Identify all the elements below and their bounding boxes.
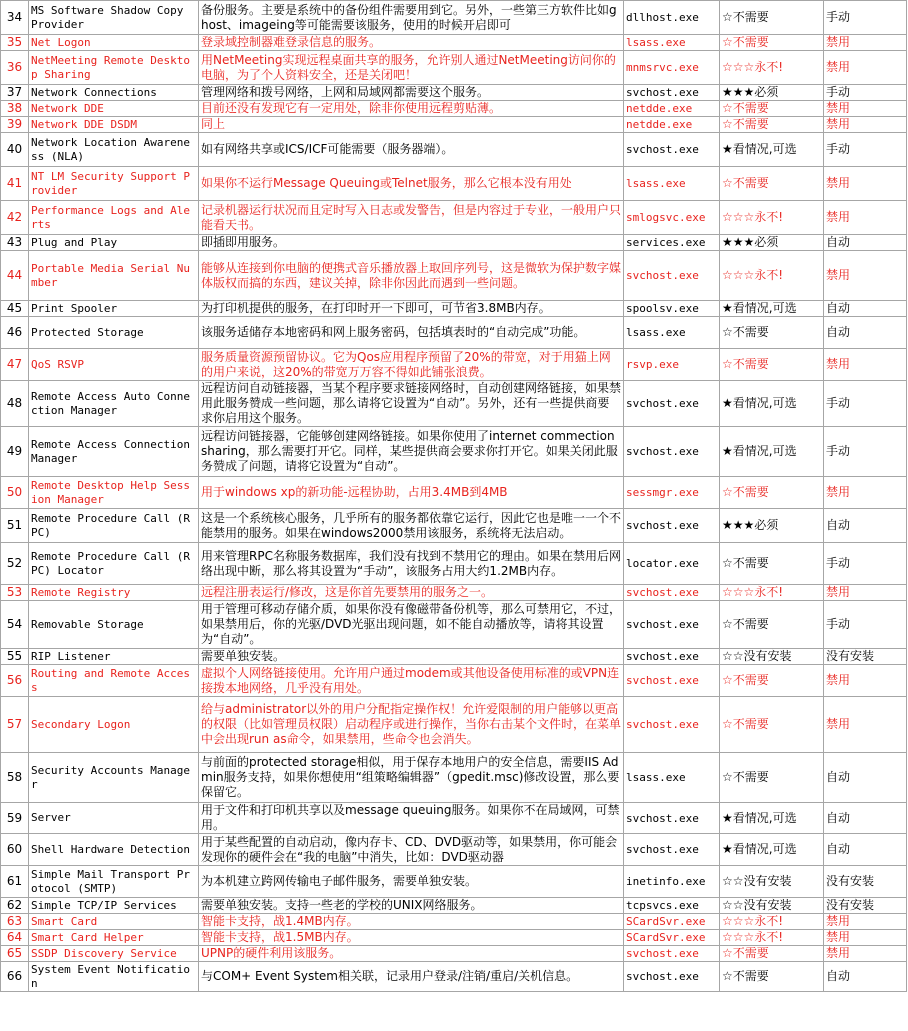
startup-mode: 自动 xyxy=(824,753,907,803)
row-number: 56 xyxy=(1,665,29,697)
startup-mode: 自动 xyxy=(824,803,907,834)
row-number: 46 xyxy=(1,317,29,349)
service-rating: ☆不需要 xyxy=(720,35,824,51)
startup-mode: 没有安装 xyxy=(824,898,907,914)
table-row xyxy=(1,381,907,427)
table-row xyxy=(1,477,907,509)
row-number: 59 xyxy=(1,803,29,834)
table-row xyxy=(1,101,907,117)
startup-mode: 手动 xyxy=(824,85,907,101)
row-number: 49 xyxy=(1,427,29,477)
service-name: Remote Access Connection Manager xyxy=(29,427,199,477)
table-row xyxy=(1,1,907,35)
service-executable: rsvp.exe xyxy=(624,349,720,381)
startup-mode: 禁用 xyxy=(824,930,907,946)
service-description: 为打印机提供的服务，在打印时开一下即可，可节省3.8MB内存。 xyxy=(199,301,624,317)
row-number: 41 xyxy=(1,167,29,201)
row-number: 57 xyxy=(1,697,29,753)
service-rating: ★看情况,可选 xyxy=(720,803,824,834)
service-rating: ☆☆☆永不! xyxy=(720,251,824,301)
service-name: Performance Logs and Alerts xyxy=(29,201,199,235)
row-number: 52 xyxy=(1,543,29,585)
service-description: 用来管理RPC名称服务数据库，我们没有找到不禁用它的理由。如果在禁用后网络出现中断，那么将其设置为“手动”，该服务占用大约1.2MB内存。 xyxy=(199,543,624,585)
service-description: 即插即用服务。 xyxy=(199,235,624,251)
table-row xyxy=(1,601,907,649)
service-executable: svchost.exe xyxy=(624,697,720,753)
service-executable: locator.exe xyxy=(624,543,720,585)
table-row xyxy=(1,349,907,381)
service-name: Simple Mail Transport Protocol (SMTP) xyxy=(29,866,199,898)
startup-mode: 手动 xyxy=(824,543,907,585)
startup-mode: 禁用 xyxy=(824,35,907,51)
service-executable: svchost.exe xyxy=(624,251,720,301)
service-description: UPNP的硬件利用该服务。 xyxy=(199,946,624,962)
table-row xyxy=(1,85,907,101)
row-number: 38 xyxy=(1,101,29,117)
row-number: 62 xyxy=(1,898,29,914)
row-number: 55 xyxy=(1,649,29,665)
service-name: Net Logon xyxy=(29,35,199,51)
table-row xyxy=(1,665,907,697)
startup-mode: 自动 xyxy=(824,317,907,349)
startup-mode: 禁用 xyxy=(824,251,907,301)
service-rating: ★★★必须 xyxy=(720,235,824,251)
startup-mode: 手动 xyxy=(824,1,907,35)
table-row xyxy=(1,251,907,301)
service-description: 虚拟个人网络链接使用。允许用户通过modem或其他设备使用标准的或VPN连接拨本地网络，几乎没有用处。 xyxy=(199,665,624,697)
service-executable: svchost.exe xyxy=(624,649,720,665)
startup-mode: 自动 xyxy=(824,962,907,992)
service-name: Remote Procedure Call (RPC) Locator xyxy=(29,543,199,585)
service-name: Protected Storage xyxy=(29,317,199,349)
service-rating: ☆不需要 xyxy=(720,101,824,117)
table-row xyxy=(1,427,907,477)
service-description: 远程访问自动链接器，当某个程序要求链接网络时，自动创建网络链接，如果禁用此服务赞成一些问题，那么请将它设置为“自动”。另外，还有一些提供商要求你启用这个服务。 xyxy=(199,381,624,427)
service-executable: svchost.exe xyxy=(624,133,720,167)
service-description: 备份服务。主要是系统中的备份组件需要用到它。另外，一些第三方软件比如ghost、imageing等可能需要该服务，使用的时候开启即可 xyxy=(199,1,624,35)
startup-mode: 手动 xyxy=(824,381,907,427)
service-name: Network DDE xyxy=(29,101,199,117)
service-executable: smlogsvc.exe xyxy=(624,201,720,235)
service-executable: inetinfo.exe xyxy=(624,866,720,898)
service-rating: ★看情况,可选 xyxy=(720,133,824,167)
service-rating: ☆不需要 xyxy=(720,117,824,133)
table-row xyxy=(1,585,907,601)
service-executable: svchost.exe xyxy=(624,381,720,427)
service-rating: ★看情况,可选 xyxy=(720,427,824,477)
service-executable: svchost.exe xyxy=(624,834,720,866)
service-rating: ★★★必须 xyxy=(720,85,824,101)
service-rating: ☆☆☆永不! xyxy=(720,914,824,930)
row-number: 42 xyxy=(1,201,29,235)
table-row xyxy=(1,697,907,753)
service-rating: ★★★必须 xyxy=(720,509,824,543)
table-row xyxy=(1,317,907,349)
service-description: 如果你不运行Message Queuing或Telnet服务，那么它根本没有用处 xyxy=(199,167,624,201)
service-description: 智能卡支持，战1.5MB内存。 xyxy=(199,930,624,946)
service-description: 远程注册表运行/修改，这是你首先要禁用的服务之一。 xyxy=(199,585,624,601)
service-description: 用NetMeeting实现远程桌面共享的服务，允许别人通过NetMeeting访问你的电脑，为了个人资料安全，还是关闭吧！ xyxy=(199,51,624,85)
service-description: 能够从连接到你电脑的便携式音乐播放器上取回序列号，这是微软为保护数字媒体版权而搞的东西，建议关掉，除非你因此而遇到一些问题。 xyxy=(199,251,624,301)
service-name: Secondary Logon xyxy=(29,697,199,753)
service-name: NT LM Security Support Provider xyxy=(29,167,199,201)
service-description: 用于管理可移动存储介质，如果你没有像磁带备份机等，那么可禁用它，不过，如果禁用后，你的光驱/DVD光驱出现问题，如不能自动播放等，请将其设置为“自动”。 xyxy=(199,601,624,649)
row-number: 45 xyxy=(1,301,29,317)
service-executable: svchost.exe xyxy=(624,427,720,477)
service-description: 同上 xyxy=(199,117,624,133)
table-row xyxy=(1,946,907,962)
service-name: Smart Card xyxy=(29,914,199,930)
service-rating: ☆不需要 xyxy=(720,1,824,35)
service-executable: lsass.exe xyxy=(624,317,720,349)
service-executable: svchost.exe xyxy=(624,803,720,834)
service-rating: ★看情况,可选 xyxy=(720,381,824,427)
service-name: Plug and Play xyxy=(29,235,199,251)
service-name: NetMeeting Remote Desktop Sharing xyxy=(29,51,199,85)
service-description: 如有网络共享或ICS/ICF可能需要（服务器端）。 xyxy=(199,133,624,167)
startup-mode: 自动 xyxy=(824,235,907,251)
startup-mode: 禁用 xyxy=(824,101,907,117)
table-row xyxy=(1,509,907,543)
row-number: 34 xyxy=(1,1,29,35)
service-rating: ☆不需要 xyxy=(720,543,824,585)
service-description: 用于windows xp的新功能-远程协助，占用3.4MB到4MB xyxy=(199,477,624,509)
service-executable: mnmsrvc.exe xyxy=(624,51,720,85)
service-executable: dllhost.exe xyxy=(624,1,720,35)
service-name: Network DDE DSDM xyxy=(29,117,199,133)
service-rating: ★看情况,可选 xyxy=(720,301,824,317)
table-row xyxy=(1,962,907,992)
startup-mode: 禁用 xyxy=(824,585,907,601)
row-number: 39 xyxy=(1,117,29,133)
table-row xyxy=(1,117,907,133)
service-name: Print Spooler xyxy=(29,301,199,317)
service-rating: ☆☆☆永不! xyxy=(720,930,824,946)
table-row xyxy=(1,235,907,251)
service-executable: netdde.exe xyxy=(624,117,720,133)
service-executable: svchost.exe xyxy=(624,509,720,543)
row-number: 58 xyxy=(1,753,29,803)
service-description: 需要单独安装。 xyxy=(199,649,624,665)
table-row xyxy=(1,753,907,803)
service-description: 管理网络和拨号网络，上网和局域网都需要这个服务。 xyxy=(199,85,624,101)
row-number: 61 xyxy=(1,866,29,898)
service-rating: ☆☆☆永不! xyxy=(720,585,824,601)
startup-mode: 自动 xyxy=(824,509,907,543)
row-number: 36 xyxy=(1,51,29,85)
startup-mode: 禁用 xyxy=(824,665,907,697)
row-number: 51 xyxy=(1,509,29,543)
startup-mode: 禁用 xyxy=(824,946,907,962)
service-name: Removable Storage xyxy=(29,601,199,649)
service-rating: ☆☆☆永不! xyxy=(720,201,824,235)
table-row xyxy=(1,133,907,167)
service-executable: sessmgr.exe xyxy=(624,477,720,509)
table-row xyxy=(1,834,907,866)
service-rating: ☆☆没有安装 xyxy=(720,898,824,914)
startup-mode: 手动 xyxy=(824,427,907,477)
service-name: Routing and Remote Access xyxy=(29,665,199,697)
table-row xyxy=(1,866,907,898)
service-executable: SCardSvr.exe xyxy=(624,930,720,946)
service-rating: ☆不需要 xyxy=(720,946,824,962)
table-row xyxy=(1,649,907,665)
table-row xyxy=(1,898,907,914)
service-executable: services.exe xyxy=(624,235,720,251)
service-rating: ☆不需要 xyxy=(720,697,824,753)
service-rating: ★看情况,可选 xyxy=(720,834,824,866)
service-executable: lsass.exe xyxy=(624,35,720,51)
startup-mode: 禁用 xyxy=(824,201,907,235)
service-name: Security Accounts Manager xyxy=(29,753,199,803)
row-number: 64 xyxy=(1,930,29,946)
row-number: 54 xyxy=(1,601,29,649)
service-rating: ☆不需要 xyxy=(720,601,824,649)
service-name: Smart Card Helper xyxy=(29,930,199,946)
service-executable: lsass.exe xyxy=(624,753,720,803)
service-rating: ☆不需要 xyxy=(720,317,824,349)
startup-mode: 禁用 xyxy=(824,117,907,133)
service-description: 服务质量资源预留协议。它为Qos应用程序预留了20%的带宽，对于用猫上网的用户来说，这20%的带宽万万容不得如此铺张浪费。 xyxy=(199,349,624,381)
row-number: 50 xyxy=(1,477,29,509)
service-executable: svchost.exe xyxy=(624,585,720,601)
service-description: 给与administrator以外的用户分配指定操作权！允许爱限制的用户能够以更高的权限（比如管理员权限）启动程序或进行操作，当你右击某个文件时，在菜单中会出现run as命令，如果禁用，些命令也会消失。 xyxy=(199,697,624,753)
startup-mode: 手动 xyxy=(824,133,907,167)
service-description: 需要单独安装。支持一些老的学校的UNIX网络服务。 xyxy=(199,898,624,914)
service-description: 远程访问链接器，它能够创建网络链接。如果你使用了internet commection sharing，那么需要打开它。同样，某些提供商会要求你打开它。如果关闭此服务赞成了问题，请将它设置为“自动”。 xyxy=(199,427,624,477)
startup-mode: 禁用 xyxy=(824,349,907,381)
table-row xyxy=(1,930,907,946)
table-row xyxy=(1,167,907,201)
service-description: 与前面的protected storage相似，用于保存本地用户的安全信息，需要IIS Admin服务支持，如果你想使用“组策略编辑器”（gpedit.msc)修改设置，那么要保留它。 xyxy=(199,753,624,803)
startup-mode: 禁用 xyxy=(824,914,907,930)
service-rating: ☆☆没有安装 xyxy=(720,649,824,665)
startup-mode: 自动 xyxy=(824,301,907,317)
service-executable: spoolsv.exe xyxy=(624,301,720,317)
service-executable: SCardSvr.exe xyxy=(624,914,720,930)
service-description: 这是一个系统核心服务，几乎所有的服务都依靠它运行，因此它也是唯一一个不能禁用的服务。如果在windows2000禁用该服务，系统将无法启动。 xyxy=(199,509,624,543)
row-number: 60 xyxy=(1,834,29,866)
startup-mode: 禁用 xyxy=(824,477,907,509)
startup-mode: 禁用 xyxy=(824,697,907,753)
service-name: Remote Procedure Call (RPC) xyxy=(29,509,199,543)
startup-mode: 自动 xyxy=(824,834,907,866)
services-table-body xyxy=(1,1,907,992)
service-name: RIP Listener xyxy=(29,649,199,665)
service-name: Simple TCP/IP Services xyxy=(29,898,199,914)
startup-mode: 手动 xyxy=(824,601,907,649)
service-rating: ☆不需要 xyxy=(720,962,824,992)
row-number: 65 xyxy=(1,946,29,962)
row-number: 44 xyxy=(1,251,29,301)
table-row xyxy=(1,803,907,834)
service-executable: svchost.exe xyxy=(624,962,720,992)
service-name: Shell Hardware Detection xyxy=(29,834,199,866)
service-executable: netdde.exe xyxy=(624,101,720,117)
service-description: 为本机建立跨网传输电子邮件服务，需要单独安装。 xyxy=(199,866,624,898)
service-description: 记录机器运行状况而且定时写入日志或发警告，但是内容过于专业，一般用户只能看天书。 xyxy=(199,201,624,235)
service-name: Network Connections xyxy=(29,85,199,101)
service-rating: ☆☆没有安装 xyxy=(720,866,824,898)
service-description: 目前还没有发现它有一定用处，除非你使用远程剪贴薄。 xyxy=(199,101,624,117)
service-executable: svchost.exe xyxy=(624,946,720,962)
startup-mode: 禁用 xyxy=(824,167,907,201)
row-number: 63 xyxy=(1,914,29,930)
service-executable: svchost.exe xyxy=(624,601,720,649)
table-row xyxy=(1,543,907,585)
service-executable: svchost.exe xyxy=(624,665,720,697)
service-rating: ☆不需要 xyxy=(720,753,824,803)
row-number: 35 xyxy=(1,35,29,51)
service-executable: svchost.exe xyxy=(624,85,720,101)
row-number: 66 xyxy=(1,962,29,992)
startup-mode: 禁用 xyxy=(824,51,907,85)
service-rating: ☆不需要 xyxy=(720,167,824,201)
table-row xyxy=(1,301,907,317)
service-name: SSDP Discovery Service xyxy=(29,946,199,962)
service-rating: ☆不需要 xyxy=(720,477,824,509)
table-row xyxy=(1,201,907,235)
service-name: Remote Desktop Help Session Manager xyxy=(29,477,199,509)
row-number: 53 xyxy=(1,585,29,601)
table-row xyxy=(1,914,907,930)
service-name: Portable Media Serial Number xyxy=(29,251,199,301)
service-name: QoS RSVP xyxy=(29,349,199,381)
service-name: MS Software Shadow Copy Provider xyxy=(29,1,199,35)
service-name: Network Location Awareness (NLA) xyxy=(29,133,199,167)
startup-mode: 没有安装 xyxy=(824,866,907,898)
row-number: 37 xyxy=(1,85,29,101)
service-description: 用于文件和打印机共享以及message queuing服务。如果你不在局域网，可禁用。 xyxy=(199,803,624,834)
service-description: 用于某些配置的自动启动，像内存卡、CD、DVD驱动等，如果禁用，你可能会发现你的硬件会在“我的电脑”中消失，比如：DVD驱动器 xyxy=(199,834,624,866)
service-executable: lsass.exe xyxy=(624,167,720,201)
service-name: Server xyxy=(29,803,199,834)
service-name: System Event Notification xyxy=(29,962,199,992)
service-name: Remote Access Auto Connection Manager xyxy=(29,381,199,427)
service-rating: ☆☆☆永不! xyxy=(720,51,824,85)
service-description: 与COM+ Event System相关联，记录用户登录/注销/重启/关机信息。 xyxy=(199,962,624,992)
service-rating: ☆不需要 xyxy=(720,349,824,381)
service-description: 登录域控制器难登录信息的服务。 xyxy=(199,35,624,51)
row-number: 47 xyxy=(1,349,29,381)
table-row xyxy=(1,51,907,85)
row-number: 43 xyxy=(1,235,29,251)
startup-mode: 没有安装 xyxy=(824,649,907,665)
table-row xyxy=(1,35,907,51)
row-number: 40 xyxy=(1,133,29,167)
service-description: 该服务适储存本地密码和网上服务密码，包括填表时的“自动完成”功能。 xyxy=(199,317,624,349)
service-executable: tcpsvcs.exe xyxy=(624,898,720,914)
service-description: 智能卡支持，战1.4MB内存。 xyxy=(199,914,624,930)
service-rating: ☆不需要 xyxy=(720,665,824,697)
row-number: 48 xyxy=(1,381,29,427)
service-name: Remote Registry xyxy=(29,585,199,601)
